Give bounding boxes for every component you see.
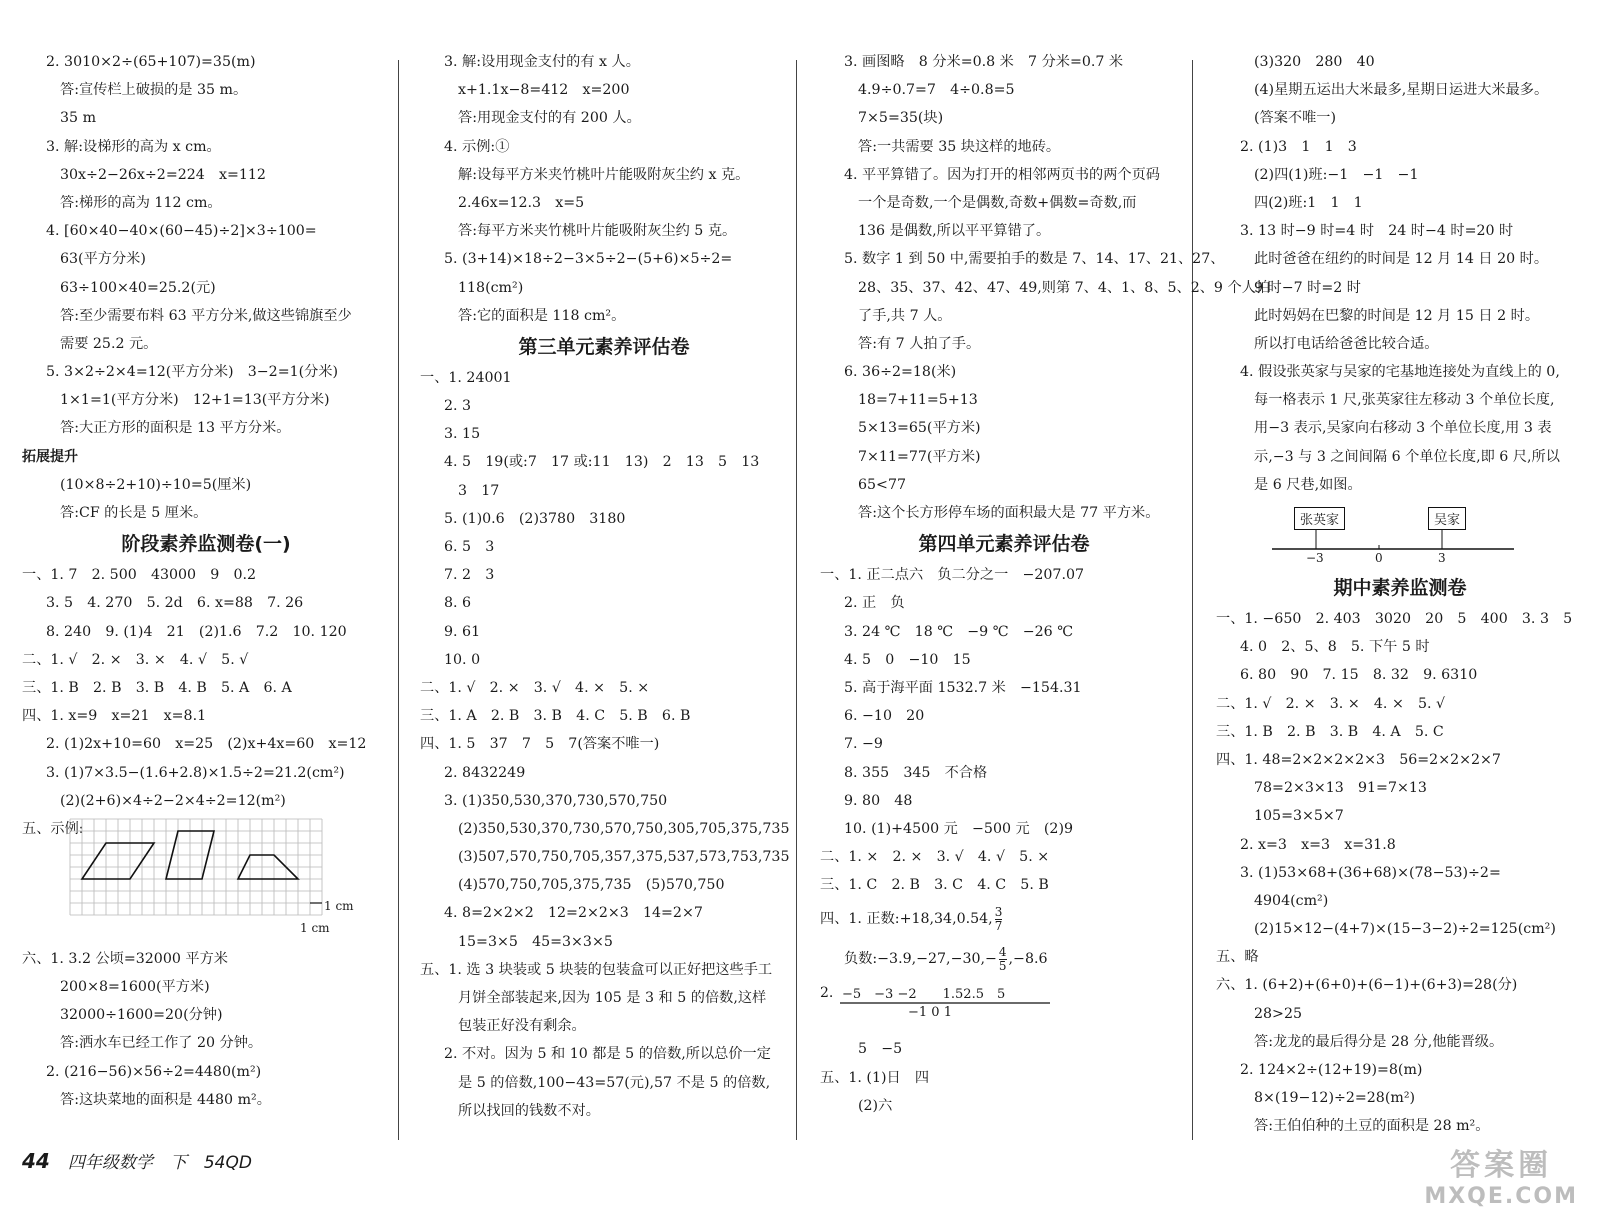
answer-line: 二、1. √ 2. × 3. × 4. √ 5. √ bbox=[22, 651, 249, 668]
answer-column-4 bbox=[1216, 48, 1584, 1141]
fraction-denominator: 7 bbox=[994, 918, 1003, 933]
answer-line: 一、1. 24001 bbox=[420, 369, 512, 386]
answer-line: 5 −5 bbox=[858, 1041, 903, 1058]
answer-line: 答:龙龙的最后得分是 28 分,他能晋级。 bbox=[1254, 1033, 1504, 1050]
answer-line: 一、1. −650 2. 403 3020 20 5 400 3. 3 5 bbox=[1216, 611, 1573, 627]
answer-line: 答:用现金支付的有 200 人。 bbox=[458, 110, 641, 127]
answer-line: 4.9÷0.7=7 4÷0.8=5 bbox=[858, 82, 1015, 99]
answer-line: 五、1. (1)日 四 bbox=[820, 1069, 930, 1086]
answer-line: (3)320 280 40 bbox=[1254, 54, 1375, 70]
answer-line: 78=2×3×13 91=7×13 bbox=[1254, 780, 1427, 797]
answer-line: 3. (1)53×68+(36+68)×(78−53)÷2= bbox=[1240, 864, 1501, 881]
answer-block bbox=[22, 945, 390, 1114]
answer-line: 4. 假设张英家与吴家的宅基地连接处为直线上的 0, bbox=[1240, 364, 1560, 381]
page-footer bbox=[22, 1148, 252, 1173]
answer-line: 四、1. 48=2×2×2×2×3 56=2×2×2×7 bbox=[1216, 751, 1501, 768]
answer-line: 三、1. B 2. B 3. B 4. B 5. A 6. A bbox=[22, 679, 292, 696]
answer-line: 三、1. A 2. B 3. B 4. C 5. B 6. B bbox=[420, 708, 691, 725]
tick-label: −3 bbox=[1306, 551, 1324, 565]
answer-line: 118(cm²) bbox=[458, 279, 524, 296]
answer-block bbox=[1216, 605, 1584, 1141]
answer-line bbox=[820, 939, 1188, 979]
answer-line: 一、1. 正二点六 负二分之一 −207.07 bbox=[820, 567, 1085, 584]
parallelogram-grid-drawing bbox=[22, 815, 390, 945]
answer-line: 6. 5 3 bbox=[444, 539, 495, 555]
watermark-text: 答案圈 bbox=[1450, 1148, 1553, 1183]
answer-line: 2. 不对。因为 5 和 10 都是 5 的倍数,所以总价一定 bbox=[444, 1046, 771, 1063]
watermark-url: MXQE.COM bbox=[1424, 1184, 1578, 1209]
fraction-denominator: 5 bbox=[998, 958, 1007, 973]
answer-line: (答案不唯一) bbox=[1254, 110, 1337, 127]
answer-block bbox=[820, 1035, 1188, 1120]
answer-line: 6. 80 90 7. 15 8. 32 9. 6310 bbox=[1240, 667, 1478, 684]
page-number: 44 bbox=[22, 1149, 50, 1173]
book-title: 四年级数学 下 54QD bbox=[67, 1153, 252, 1173]
answer-line: 所以找回的钱数不对。 bbox=[458, 1102, 600, 1119]
answer-line: 3. (1)7×3.5−(1.6+2.8)×1.5÷2=21.2(cm²) bbox=[46, 764, 345, 781]
answer-line: 五、略 bbox=[1216, 949, 1259, 966]
answer-line: 答:这块菜地的面积是 4480 m²。 bbox=[60, 1091, 271, 1108]
answer-line: 所以打电话给爸爸比较合适。 bbox=[1254, 335, 1439, 352]
answer-line: 8×(19−12)÷2=28(m²) bbox=[1254, 1090, 1416, 1107]
answer-line: 二、1. × 2. × 3. √ 4. √ 5. × bbox=[820, 849, 1050, 866]
answer-line: 10. 0 bbox=[444, 651, 481, 668]
answer-text: ,−8.6 bbox=[1008, 951, 1048, 968]
answer-line: 答:梯形的高为 112 cm。 bbox=[60, 194, 222, 211]
answer-line: 答:洒水车已经工作了 20 分钟。 bbox=[60, 1035, 263, 1052]
answer-line: 18=7+11=5+13 bbox=[858, 392, 978, 409]
answer-line: 32000÷1600=20(分钟) bbox=[60, 1007, 223, 1024]
tick-label: 0 bbox=[1375, 551, 1383, 565]
answer-line: 2. (1)3 1 1 3 bbox=[1240, 138, 1357, 155]
answer-line: 二、1. √ 2. × 3. √ 4. × 5. × bbox=[420, 679, 650, 696]
answer-line: 7. −9 bbox=[844, 736, 883, 753]
answer-line: 3. (1)350,530,370,730,570,750 bbox=[444, 792, 668, 809]
answer-line: 4904(cm²) bbox=[1254, 892, 1329, 909]
answer-text: 四、1. 正数:+18,34,0.54, bbox=[820, 911, 993, 928]
answer-line: 28>25 bbox=[1254, 1005, 1302, 1022]
answer-line: 答:宣传栏上破损的是 35 m。 bbox=[60, 82, 248, 99]
unit-label: 1 cm bbox=[300, 920, 330, 935]
answer-line: (10×8÷2+10)÷10=5(厘米) bbox=[60, 476, 252, 493]
number-line bbox=[840, 979, 1080, 1035]
answer-line: 4. 5 0 −10 15 bbox=[844, 651, 971, 668]
answer-line: 二、1. √ 2. × 3. × 4. × 5. √ bbox=[1216, 695, 1446, 712]
answer-line: 7×11=77(平方米) bbox=[858, 448, 981, 465]
lane-diagram bbox=[1216, 499, 1584, 571]
answer-line: 是 6 尺巷,如图。 bbox=[1254, 476, 1362, 493]
fraction bbox=[995, 906, 1003, 933]
answer-line: (2)四(1)班:−1 −1 −1 bbox=[1254, 166, 1419, 183]
answer-block bbox=[22, 561, 390, 815]
answer-line: 3. 解:设梯形的高为 x cm。 bbox=[46, 138, 221, 155]
answer-line: 7. 2 3 bbox=[444, 567, 495, 584]
answer-line: 3. 画图略 8 分米=0.8 米 7 分米=0.7 米 bbox=[844, 54, 1124, 70]
answer-line: 15=3×5 45=3×3×5 bbox=[458, 933, 613, 950]
answer-line: 63÷100×40=25.2(元) bbox=[60, 279, 216, 296]
fraction bbox=[999, 946, 1007, 973]
lane-number-line bbox=[1216, 499, 1584, 571]
answer-block bbox=[420, 364, 788, 1125]
section-heading: 期中素养监测卷 bbox=[1333, 577, 1467, 599]
answer-line: 9. 80 48 bbox=[844, 792, 913, 809]
answer-line: 5. 数字 1 到 50 中,需要拍手的数是 7、14、17、21、27、 bbox=[844, 251, 1225, 268]
answer-line: 30x÷2−26x÷2=224 x=112 bbox=[60, 166, 266, 183]
item-number: 2. bbox=[820, 985, 834, 1002]
answer-line: 一个是奇数,一个是偶数,奇数+偶数=奇数,而 bbox=[858, 194, 1137, 211]
answer-column-1 bbox=[22, 48, 390, 1114]
answer-line: (4)570,750,705,375,735 (5)570,750 bbox=[458, 877, 725, 894]
answer-line: 答:至少需要布料 63 平方分米,做这些锦旗至少 bbox=[60, 307, 352, 324]
answer-line: 是 5 的倍数,100−43=57(元),57 不是 5 的倍数, bbox=[458, 1074, 771, 1091]
tick-label: 3 bbox=[1438, 551, 1446, 565]
column-divider bbox=[796, 60, 797, 1140]
answer-line: 3. 解:设用现金支付的有 x 人。 bbox=[444, 54, 640, 70]
answer-line: 三、1. C 2. B 3. C 4. C 5. B bbox=[820, 877, 1049, 894]
answer-line: 4. 平平算错了。因为打开的相邻两页书的两个页码 bbox=[844, 166, 1160, 183]
answer-line: 答:一共需要 35 块这样的地砖。 bbox=[858, 138, 1061, 155]
figure-label: 五、示例: bbox=[22, 820, 84, 837]
answer-line: 5. (1)0.6 (2)3780 3180 bbox=[444, 510, 626, 527]
section-heading: 阶段素养监测卷(一) bbox=[121, 533, 291, 556]
answer-line: 5. (3+14)×18÷2−3×5÷2−(5+6)×5÷2= bbox=[444, 251, 733, 268]
number-line-figure bbox=[820, 979, 1188, 1035]
answer-line: 2.46x=12.3 x=5 bbox=[458, 194, 585, 211]
answer-line: 月饼全部装起来,因为 105 是 3 和 5 的倍数,这样 bbox=[458, 990, 767, 1006]
answer-line: 28、35、37、42、47、49,则第 7、4、1、8、5、2、9 个人拍 bbox=[858, 279, 1271, 296]
answer-line: (3)507,570,750,705,357,375,537,573,753,735 bbox=[458, 849, 790, 866]
answer-line: 需要 25.2 元。 bbox=[60, 335, 158, 352]
answer-line: 四(2)班:1 1 1 bbox=[1254, 194, 1363, 211]
answer-line: 4. [60×40−40×(60−45)÷2]×3÷100= bbox=[46, 223, 317, 240]
answer-line: 4. 0 2、5、8 5. 下午 5 时 bbox=[1240, 639, 1430, 656]
answer-line: 8. 6 bbox=[444, 595, 472, 612]
answer-line: 答:这个长方形停车场的面积最大是 77 平方米。 bbox=[858, 505, 1160, 521]
column-divider bbox=[398, 60, 399, 1140]
unit-label: 1 cm bbox=[324, 898, 354, 913]
answer-line: 2. (216−56)×56÷2=4480(m²) bbox=[46, 1063, 262, 1080]
answer-line: 五、1. 选 3 块装或 5 块装的包装盒可以正好把这些手工 bbox=[420, 961, 773, 978]
answer-line: 9. 61 bbox=[444, 623, 481, 640]
number-line-top-labels: −5 −3 −2 1.52.5 5 bbox=[842, 987, 1006, 1003]
answer-line: 解:设每平方米夹竹桃叶片能吸附灰尘约 x 克。 bbox=[458, 166, 750, 183]
answer-line: 示,−3 与 3 之间间隔 6 个单位长度,即 6 尺,所以 bbox=[1254, 448, 1560, 465]
subsection-label: 拓展提升 bbox=[22, 448, 78, 465]
answer-line: x+1.1x−8=412 x=200 bbox=[458, 82, 630, 99]
answer-line: 3. 5 4. 270 5. 2d 6. x=88 7. 26 bbox=[46, 595, 304, 612]
answer-line: 3. 15 bbox=[444, 426, 481, 443]
answer-line: (2)(2+6)×4÷2−2×4÷2=12(m²) bbox=[60, 792, 286, 809]
answer-line: 7×5=35(块) bbox=[858, 110, 944, 127]
answer-line: 答:有 7 人拍了手。 bbox=[858, 335, 981, 352]
fraction-numerator: 4 bbox=[998, 944, 1007, 959]
watermark bbox=[1424, 1140, 1578, 1209]
answer-block bbox=[420, 48, 788, 330]
answer-line: 六、1. (6+2)+(6+0)+(6−1)+(6+3)=28(分) bbox=[1216, 977, 1518, 994]
answer-line: 5. 3×2÷2×4=12(平方分米) 3−2=1(分米) bbox=[46, 364, 339, 381]
answer-line: (4)星期五运出大米最多,星期日运进大米最多。 bbox=[1254, 82, 1549, 99]
answer-column-2 bbox=[420, 48, 788, 1125]
answer-line: 10. (1)+4500 元 −500 元 (2)9 bbox=[844, 820, 1074, 837]
answer-line: 6. −10 20 bbox=[844, 708, 925, 725]
answer-line: 105=3×5×7 bbox=[1254, 808, 1344, 825]
answer-block bbox=[22, 48, 390, 527]
answer-line: 65<77 bbox=[858, 476, 906, 493]
answer-line: 每一格表示 1 尺,张英家往左移动 3 个单位长度, bbox=[1254, 392, 1555, 409]
answer-block bbox=[1216, 48, 1584, 499]
answer-line: 2. 3010×2÷(65+107)=35(m) bbox=[46, 54, 256, 70]
answer-line: 一、1. 7 2. 500 43000 9 0.2 bbox=[22, 567, 257, 584]
answer-line: 答:CF 的长是 5 厘米。 bbox=[60, 505, 208, 521]
answer-line: 35 m bbox=[60, 110, 97, 127]
house-label-box: 张英家 bbox=[1294, 507, 1345, 530]
answer-line: 四、1. x=9 x=21 x=8.1 bbox=[22, 708, 207, 725]
answer-line: 2. 3 bbox=[444, 398, 472, 415]
section-heading: 第三单元素养评估卷 bbox=[518, 335, 690, 358]
answer-text: 负数:−3.9,−27,−30,− bbox=[844, 951, 997, 968]
answer-line: 答:它的面积是 118 cm²。 bbox=[458, 307, 626, 324]
answer-line: (2)350,530,370,730,570,750,305,705,375,735 bbox=[458, 820, 790, 837]
answer-line: 1×1=1(平方分米) 12+1=13(平方分米) bbox=[60, 392, 330, 409]
answer-line: 此时爸爸在纽约的时间是 12 月 14 日 20 时。 bbox=[1254, 251, 1549, 268]
answer-line: 用−3 表示,吴家向右移动 3 个单位长度,用 3 表 bbox=[1254, 420, 1552, 437]
answer-line: 六、1. 3.2 公顷=32000 平方米 bbox=[22, 950, 228, 967]
answer-line: 200×8=1600(平方米) bbox=[60, 979, 210, 996]
answer-line: 2. 8432249 bbox=[444, 764, 526, 781]
answer-line: 此时妈妈在巴黎的时间是 12 月 15 日 2 时。 bbox=[1254, 307, 1540, 324]
answer-line: 4. 5 19(或:7 17 或:11 13) 2 13 5 13 bbox=[444, 454, 760, 471]
answer-line: 三、1. B 2. B 3. B 4. A 5. C bbox=[1216, 723, 1444, 740]
answer-line: 2. (1)2x+10=60 x=25 (2)x+4x=60 x=12 bbox=[46, 736, 367, 753]
answer-line: (2)15×12−(4+7)×(15−3−2)÷2=125(cm²) bbox=[1254, 921, 1556, 938]
answer-line: 5×13=65(平方米) bbox=[858, 420, 981, 437]
answer-line: 2. 正 负 bbox=[844, 595, 905, 612]
answer-line: 9 时−7 时=2 时 bbox=[1254, 279, 1361, 296]
grid-figure bbox=[22, 815, 390, 945]
answer-line: 3. 24 ℃ 18 ℃ −9 ℃ −26 ℃ bbox=[844, 623, 1074, 640]
answer-line: 答:王伯伯种的土豆的面积是 28 m²。 bbox=[1254, 1118, 1490, 1135]
answer-line: 3. 13 时−9 时=4 时 24 时−4 时=20 时 bbox=[1240, 223, 1514, 240]
answer-line: 2. x=3 x=3 x=31.8 bbox=[1240, 836, 1396, 853]
answer-line: 8. 355 345 不合格 bbox=[844, 764, 988, 781]
answer-line: 3 17 bbox=[458, 482, 500, 499]
answer-line: 6. 36÷2=18(米) bbox=[844, 364, 957, 381]
house-label-box: 吴家 bbox=[1428, 507, 1466, 530]
answer-line: 包装正好没有剩余。 bbox=[458, 1018, 586, 1035]
section-heading: 第四单元素养评估卷 bbox=[918, 533, 1090, 556]
answer-line: 了手,共 7 人。 bbox=[858, 307, 952, 324]
answer-line: 5. 高于海平面 1532.7 米 −154.31 bbox=[844, 679, 1082, 696]
answer-line: (2)六 bbox=[858, 1097, 893, 1114]
answer-block bbox=[820, 561, 1188, 899]
answer-line: 4. 8=2×2×2 12=2×2×3 14=2×7 bbox=[444, 905, 703, 922]
fraction-numerator: 3 bbox=[994, 904, 1003, 919]
answer-line bbox=[820, 899, 1188, 939]
answer-block bbox=[820, 48, 1271, 527]
answer-line: 答:每平方米夹竹桃叶片能吸附灰尘约 5 克。 bbox=[458, 223, 737, 240]
answer-line: 8. 240 9. (1)4 21 (2)1.6 7.2 10. 120 bbox=[46, 623, 347, 640]
column-divider bbox=[1192, 60, 1193, 1140]
answer-line: 四、1. 5 37 7 5 7(答案不唯一) bbox=[420, 736, 660, 753]
number-line-bottom-labels: −1 0 1 bbox=[908, 1005, 952, 1021]
answer-line: 63(平方分米) bbox=[60, 251, 146, 268]
answer-line: 136 是偶数,所以平平算错了。 bbox=[858, 223, 1051, 240]
answer-line: 4. 示例:① bbox=[444, 138, 510, 155]
answer-line: 答:大正方形的面积是 13 平方分米。 bbox=[60, 420, 291, 437]
answer-line: 2. 124×2÷(12+19)=8(m) bbox=[1240, 1062, 1423, 1078]
